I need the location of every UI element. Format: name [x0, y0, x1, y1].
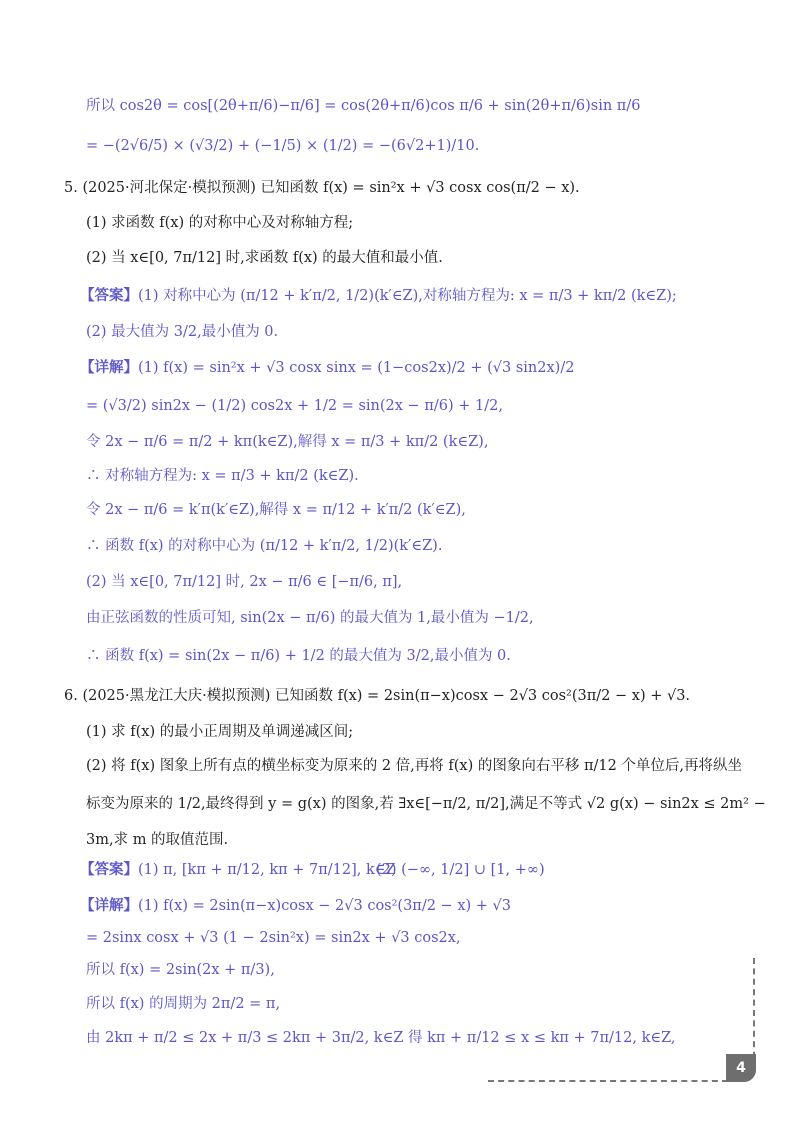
- q6-answer-2: (2) (−∞, 1/2] ∪ [1, +∞): [376, 862, 545, 878]
- q6-detail-5: 由 2kπ + π/2 ≤ 2x + π/3 ≤ 2kπ + 3π/2, k∈Z 得 kπ + π/12 ≤ x ≤ kπ + 7π/12, k∈Z,: [86, 1030, 676, 1046]
- page-number: 4: [726, 1054, 756, 1082]
- q6-answer-1: (1) π, [kπ + π/12, kπ + 7π/12], k∈Z: [138, 862, 396, 878]
- q6-stem: 6. (2025·黑龙江大庆·模拟预测) 已知函数 f(x) = 2sin(π−x)cosx − 2√3 cos²(3π/2 − x) + √3.: [64, 688, 691, 704]
- q5-answer-2: (2) 最大值为 3/2,最小值为 0.: [86, 324, 279, 340]
- q5-part-1: (1) 求函数 f(x) 的对称中心及对称轴方程;: [86, 215, 354, 231]
- q5-answer-line: [80, 286, 677, 306]
- q5-detail-6: ∴ 函数 f(x) 的对称中心为 (π/12 + k′π/2, 1/2)(k′∈Z).: [86, 538, 443, 554]
- page-frame-vertical: [753, 958, 755, 1068]
- q5-detail-3: 令 2x − π/6 = π/2 + kπ(k∈Z),解得 x = π/3 + kπ/2 (k∈Z),: [86, 434, 489, 450]
- q6-answer-line: [80, 860, 396, 880]
- q6-detail-1: (1) f(x) = 2sin(π−x)cosx − 2√3 cos²(3π/2 − x) + √3: [138, 898, 511, 914]
- q6-part-2a: (2) 将 f(x) 图象上所有点的横坐标变为原来的 2 倍,再将 f(x) 的图象向右平移 π/12 个单位后,再将纵坐: [86, 758, 743, 774]
- q6-detail-4: 所以 f(x) 的周期为 2π/2 = π,: [86, 996, 281, 1012]
- detail-tag: 【详解】: [80, 359, 138, 376]
- q5-detail-4: ∴ 对称轴方程为: x = π/3 + kπ/2 (k∈Z).: [86, 468, 359, 484]
- q5-part-2: (2) 当 x∈[0, 7π/12] 时,求函数 f(x) 的最大值和最小值.: [86, 250, 443, 266]
- q5-detail-8: 由正弦函数的性质可知, sin(2x − π/6) 的最大值为 1,最小值为 −1/2,: [86, 610, 534, 626]
- q6-detail-line: [80, 896, 511, 916]
- page-frame-horizontal: [488, 1080, 728, 1082]
- carry-line-1: 所以 cos2θ = cos[(2θ+π/6)−π/6] = cos(2θ+π/6)cos π/6 + sin(2θ+π/6)sin π/6: [86, 98, 641, 114]
- q6-part-2b: 标变为原来的 1/2,最终得到 y = g(x) 的图象,若 ∃x∈[−π/2, π/2],满足不等式 √2 g(x) − sin2x ≤ 2m² −: [86, 796, 766, 812]
- q6-detail-2: = 2sinx cosx + √3 (1 − 2sin²x) = sin2x + √3 cos2x,: [86, 930, 461, 946]
- q5-stem: 5. (2025·河北保定·模拟预测) 已知函数 f(x) = sin²x + √3 cosx cos(π/2 − x).: [64, 180, 580, 196]
- q5-detail-line: [80, 358, 574, 378]
- q5-detail-7: (2) 当 x∈[0, 7π/12] 时, 2x − π/6 ∈ [−π/6, π],: [86, 574, 403, 590]
- q5-detail-9: ∴ 函数 f(x) = sin(2x − π/6) + 1/2 的最大值为 3/2,最小值为 0.: [86, 648, 511, 664]
- q6-part-1: (1) 求 f(x) 的最小正周期及单调递减区间;: [86, 724, 354, 740]
- q5-answer-1: (1) 对称中心为 (π/12 + k′π/2, 1/2)(k′∈Z),对称轴方程为: x = π/3 + kπ/2 (k∈Z);: [138, 288, 677, 304]
- q5-detail-1: (1) f(x) = sin²x + √3 cosx sinx = (1−cos2x)/2 + (√3 sin2x)/2: [138, 360, 575, 376]
- q5-detail-2: = (√3/2) sin2x − (1/2) cos2x + 1/2 = sin(2x − π/6) + 1/2,: [86, 398, 503, 414]
- q5-detail-5: 令 2x − π/6 = k′π(k′∈Z),解得 x = π/12 + k′π/2 (k′∈Z),: [86, 502, 466, 518]
- q6-detail-3: 所以 f(x) = 2sin(2x + π/3),: [86, 962, 275, 978]
- answer-tag: 【答案】: [80, 861, 138, 878]
- q6-part-2c: 3m,求 m 的取值范围.: [86, 832, 229, 848]
- answer-tag: 【答案】: [80, 287, 138, 304]
- carry-line-2: = −(2√6/5) × (√3/2) + (−1/5) × (1/2) = −(6√2+1)/10.: [86, 138, 480, 154]
- detail-tag: 【详解】: [80, 897, 138, 914]
